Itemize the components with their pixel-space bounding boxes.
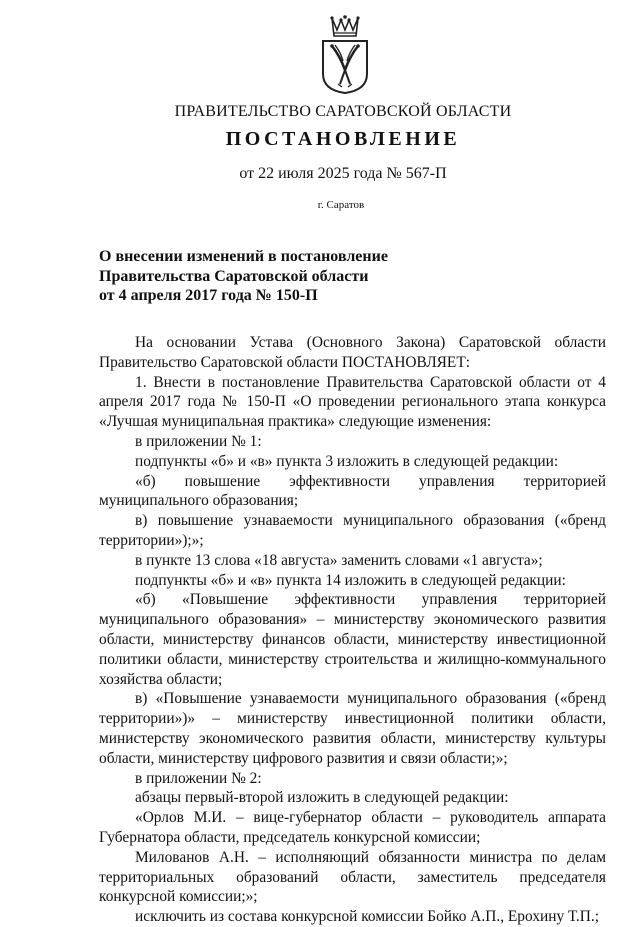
paragraph: в пункте 13 слова «18 августа» заменить словами «1 августа»; xyxy=(135,551,543,569)
paragraph: в) «Повышение узнаваемости муниципального образования («бренд территории»)» – министерству инвестиционной политики области, министерству экономического развития области, министерству культуры области, министерству цифрового развития и связи области;»; xyxy=(99,690,606,767)
paragraph: подпункты «б» и «в» пункта 14 изложить в следующей редакции: xyxy=(135,571,566,589)
document-date-number: от 22 июля 2025 года № 567-П xyxy=(239,165,447,182)
paragraph: На основании Устава (Основного Закона) Саратовской области Правительство Саратовской области ПОСТАНОВЛЯЕТ: xyxy=(99,334,606,371)
subject-line: О внесении изменений в постановление xyxy=(99,248,388,265)
saratov-coat-of-arms-icon xyxy=(318,14,372,94)
subject-line: Правительства Саратовской области xyxy=(99,267,369,285)
document-type: ПОСТАНОВЛЕНИЕ xyxy=(225,128,461,150)
document-subject xyxy=(99,247,439,306)
paragraph: исключить из состава конкурсной комиссии Бойко А.П., Ерохину Т.П.; xyxy=(135,908,599,926)
paragraph: абзацы первый-второй изложить в следующей редакции: xyxy=(135,789,509,807)
paragraph: «б) «Повышение эффективности управления территорией муниципального образования» – министерству экономического развития области, министерству финансов области, министерству инвестиционной политики области, министерству строительства и жилищно-коммунального хозяйства области; xyxy=(99,591,606,688)
paragraph: подпункты «б» и «в» пункта 3 изложить в следующей редакции: xyxy=(135,452,559,470)
subject-line: от 4 апреля 2017 года № 150-П xyxy=(99,287,318,304)
paragraph: «Орлов М.И. – вице-губернатор области – руководитель аппарата Губернатора области, председатель конкурсной комиссии; xyxy=(99,809,606,846)
paragraph: в приложении № 2: xyxy=(135,769,262,787)
government-name: ПРАВИТЕЛЬСТВО САРАТОВСКОЙ ОБЛАСТИ xyxy=(174,103,512,120)
paragraph: в) повышение узнаваемости муниципального образования («бренд территории»);»; xyxy=(99,512,606,549)
paragraph: 1. Внести в постановление Правительства Саратовской области от 4 апреля 2017 года № 150-П «О проведении регионального этапа конкурса «Лучшая муниципальная практика» следующие изменения: xyxy=(99,373,606,431)
city: г. Саратов xyxy=(317,199,365,211)
paragraph: Милованов А.Н. – исполняющий обязанности министра по делам территориальных образований области, заместитель председателя конкурсной комиссии;»; xyxy=(99,848,606,906)
paragraph: «б) повышение эффективности управления территорией муниципального образования; xyxy=(99,472,606,510)
document-body xyxy=(99,333,606,927)
paragraph: в приложении № 1: xyxy=(135,432,262,450)
